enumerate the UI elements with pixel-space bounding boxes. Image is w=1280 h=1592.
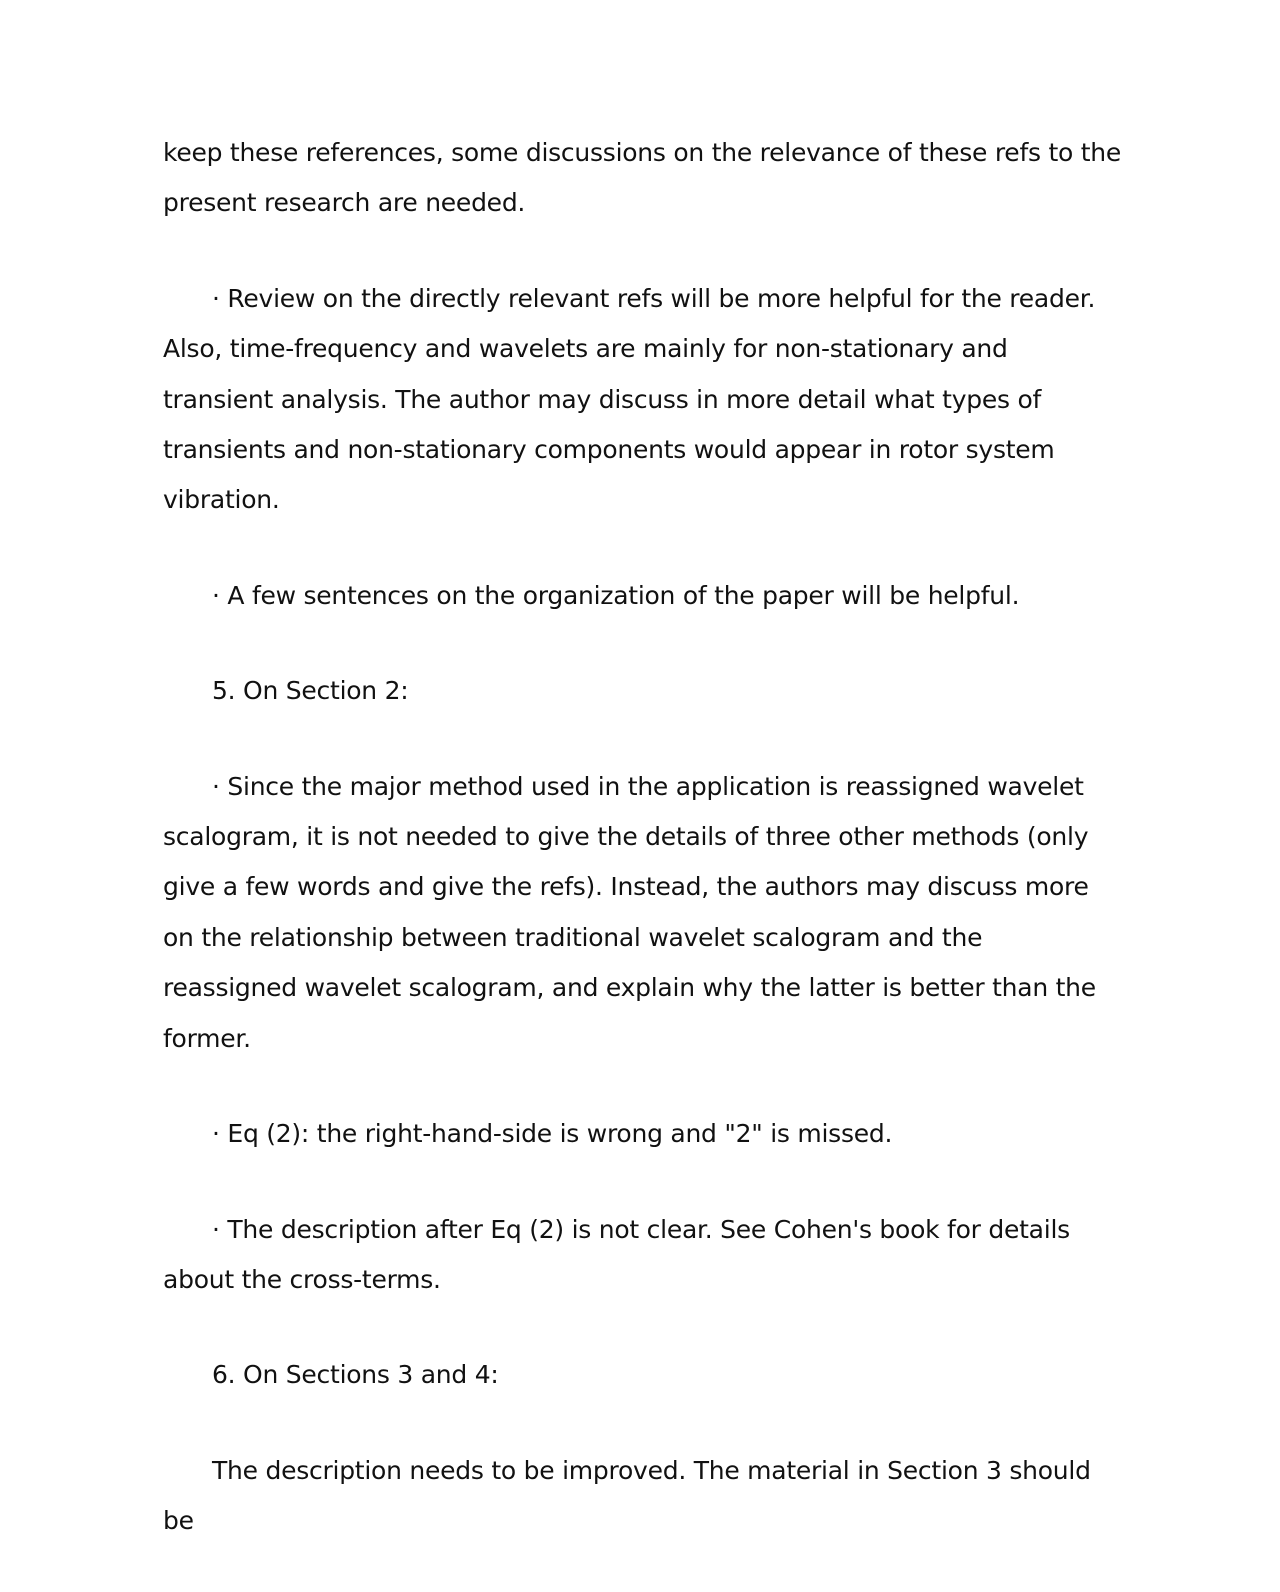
document-body <box>163 128 1123 1592</box>
bullet-eq-2-error: · Eq (2): the right-hand-side is wrong and "2" is missed. <box>212 1119 893 1149</box>
bullet-paper-organization: · A few sentences on the organization of the paper will be helpful. <box>212 580 1020 610</box>
heading-section-2: 5. On Section 2: <box>212 676 409 706</box>
bullet-eq-2-description: · The description after Eq (2) is not clear. See Cohen's book for details about the cross-terms. <box>163 1214 1070 1294</box>
bullet-reassigned-wavelet: · Since the major method used in the application is reassigned wavelet scalogram, it is not needed to give the details of three other methods (only give a few words and give the refs). Instead, the authors may discuss more on the relationship between traditional wavelet scalogram and the reassigned wavelet scalogram, and explain why the latter is better than the former. <box>163 771 1096 1053</box>
bullet-review-relevant-refs: · Review on the directly relevant refs will be more helpful for the reader. Also, time-frequency and wavelets are mainly for non-stationary and transient analysis. The author may discuss in more detail what types of transients and non-stationary components would appear in rotor system vibration. <box>163 283 1096 515</box>
paragraph-references-continuation: keep these references, some discussions on the relevance of these refs to the present research are needed. <box>163 138 1122 218</box>
heading-sections-3-4: 6. On Sections 3 and 4: <box>212 1360 499 1390</box>
paragraph-description-improvement: The description needs to be improved. The material in Section 3 should be <box>163 1455 1091 1536</box>
